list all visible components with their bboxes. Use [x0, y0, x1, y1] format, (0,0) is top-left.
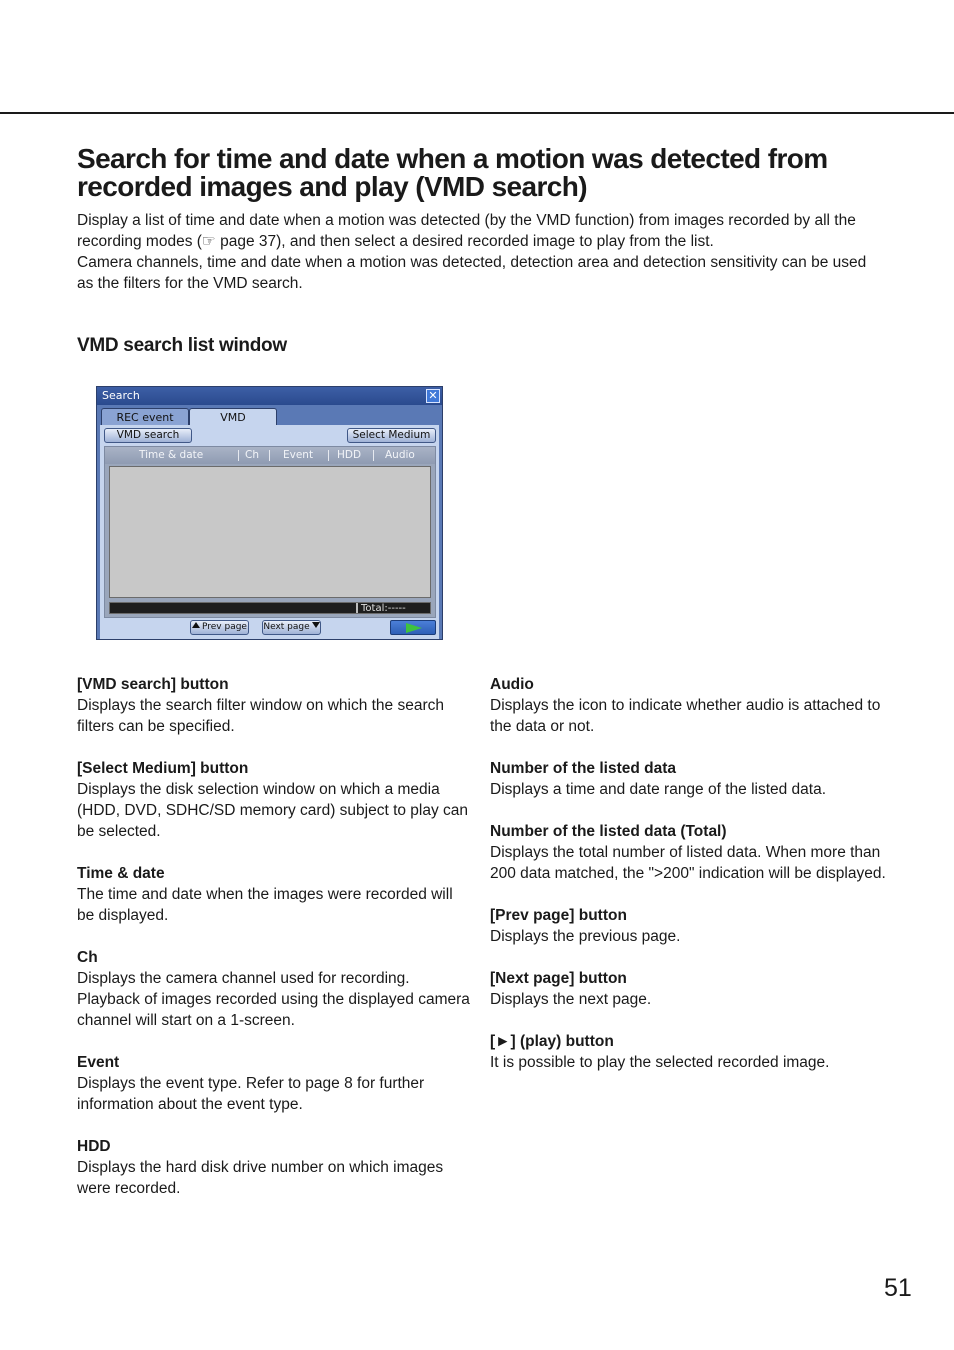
page-title: Search for time and date when a motion was detected from recorded images and play (VMD search)	[77, 143, 828, 202]
search-result-list	[104, 446, 436, 618]
definition: Displays a time and date range of the listed data.	[490, 781, 827, 798]
status-divider	[356, 603, 358, 613]
list-header	[105, 447, 435, 464]
page-number: 51	[884, 1274, 912, 1302]
definition: It is possible to play the selected recorded image.	[490, 1054, 830, 1071]
definition: Displays the previous page.	[490, 928, 681, 945]
arrow-up-icon	[192, 622, 200, 628]
vmd-panel	[100, 425, 439, 639]
term-next-page-button: [Next page] button	[490, 970, 627, 987]
term-prev-page-button: [Prev page] button	[490, 907, 627, 924]
definition: Displays the camera channel used for recording. Playback of images recorded using the displayed camera channel will start on a 1-screen.	[77, 970, 470, 1029]
tab-vmd[interactable]: VMD	[189, 408, 277, 426]
column-divider	[269, 450, 270, 461]
intro-text	[77, 210, 877, 294]
list-body[interactable]	[109, 466, 431, 598]
definition: Displays the event type. Refer to page 8 for further information about the event type.	[77, 1075, 425, 1113]
arrow-down-icon	[312, 622, 320, 628]
definition: Displays the hard disk drive number on which images were recorded.	[77, 1159, 444, 1197]
term-number-listed-data-total: Number of the listed data (Total)	[490, 823, 727, 840]
column-divider	[373, 450, 374, 461]
tab-rec-event[interactable]: REC event	[101, 408, 189, 426]
description-item	[490, 821, 890, 884]
description-item	[77, 674, 472, 737]
definition: Displays the icon to indicate whether audio is attached to the data or not.	[490, 697, 881, 735]
term-ch: Ch	[77, 949, 98, 966]
definition: Displays the disk selection window on which a media (HDD, DVD, SDHC/SD memory card) subject to play can be selected.	[77, 781, 469, 840]
description-item	[77, 947, 472, 1031]
close-icon[interactable]: ✕	[426, 389, 440, 403]
description-item	[77, 863, 472, 926]
description-item	[490, 1031, 890, 1073]
column-event[interactable]: Event	[283, 449, 314, 461]
total-count: Total:-----	[361, 603, 406, 614]
term-event: Event	[77, 1054, 120, 1071]
term-time-date: Time & date	[77, 865, 165, 882]
term-play-button: [►] (play) button	[490, 1033, 614, 1050]
description-item	[77, 1136, 472, 1199]
description-item	[77, 758, 472, 842]
header-rule	[0, 112, 954, 114]
description-item	[490, 758, 890, 800]
definition: Displays the total number of listed data. When more than 200 data matched, the ">200" indication will be displayed.	[490, 844, 886, 882]
description-item	[77, 1052, 472, 1115]
term-vmd-search-button: [VMD search] button	[77, 676, 229, 693]
description-item	[490, 968, 890, 1010]
play-icon	[406, 623, 422, 633]
term-select-medium-button: [Select Medium] button	[77, 760, 249, 777]
definition: Displays the next page.	[490, 991, 652, 1008]
description-item	[490, 905, 890, 947]
play-button[interactable]	[390, 620, 436, 635]
prev-page-button[interactable]	[190, 620, 249, 635]
intro-paragraph-1: Display a list of time and date when a motion was detected (by the VMD function) from images recorded by all the recording modes (☞ page 37), and then select a desired recorded image to play from the list.	[77, 212, 856, 250]
next-page-label: Next page	[263, 622, 310, 632]
column-hdd[interactable]: HDD	[337, 449, 362, 461]
column-divider	[328, 450, 329, 461]
column-time-date[interactable]: Time & date	[139, 449, 204, 461]
left-description-list	[77, 674, 472, 1199]
intro-paragraph-2: Camera channels, time and date when a motion was detected, detection area and detection sensitivity can be used as the filters for the VMD search.	[77, 254, 867, 292]
definition: Displays the search filter window on which the search filters can be specified.	[77, 697, 445, 735]
term-hdd: HDD	[77, 1138, 111, 1155]
column-audio[interactable]: Audio	[385, 449, 415, 461]
column-ch[interactable]: Ch	[245, 449, 259, 461]
term-audio: Audio	[490, 676, 534, 693]
term-number-listed-data: Number of the listed data	[490, 760, 677, 777]
prev-page-label: Prev page	[202, 622, 247, 632]
description-item	[490, 674, 890, 737]
window-title: Search	[97, 387, 442, 405]
select-medium-button[interactable]: Select Medium	[347, 428, 436, 443]
next-page-button[interactable]	[262, 620, 321, 635]
right-description-list	[490, 674, 890, 1073]
listed-data-status-bar	[109, 602, 431, 614]
vmd-search-button[interactable]: VMD search	[104, 428, 192, 443]
definition: The time and date when the images were recorded will be displayed.	[77, 886, 453, 924]
section-heading: VMD search list window	[77, 335, 287, 356]
vmd-search-window	[96, 386, 443, 640]
column-divider	[238, 450, 239, 461]
